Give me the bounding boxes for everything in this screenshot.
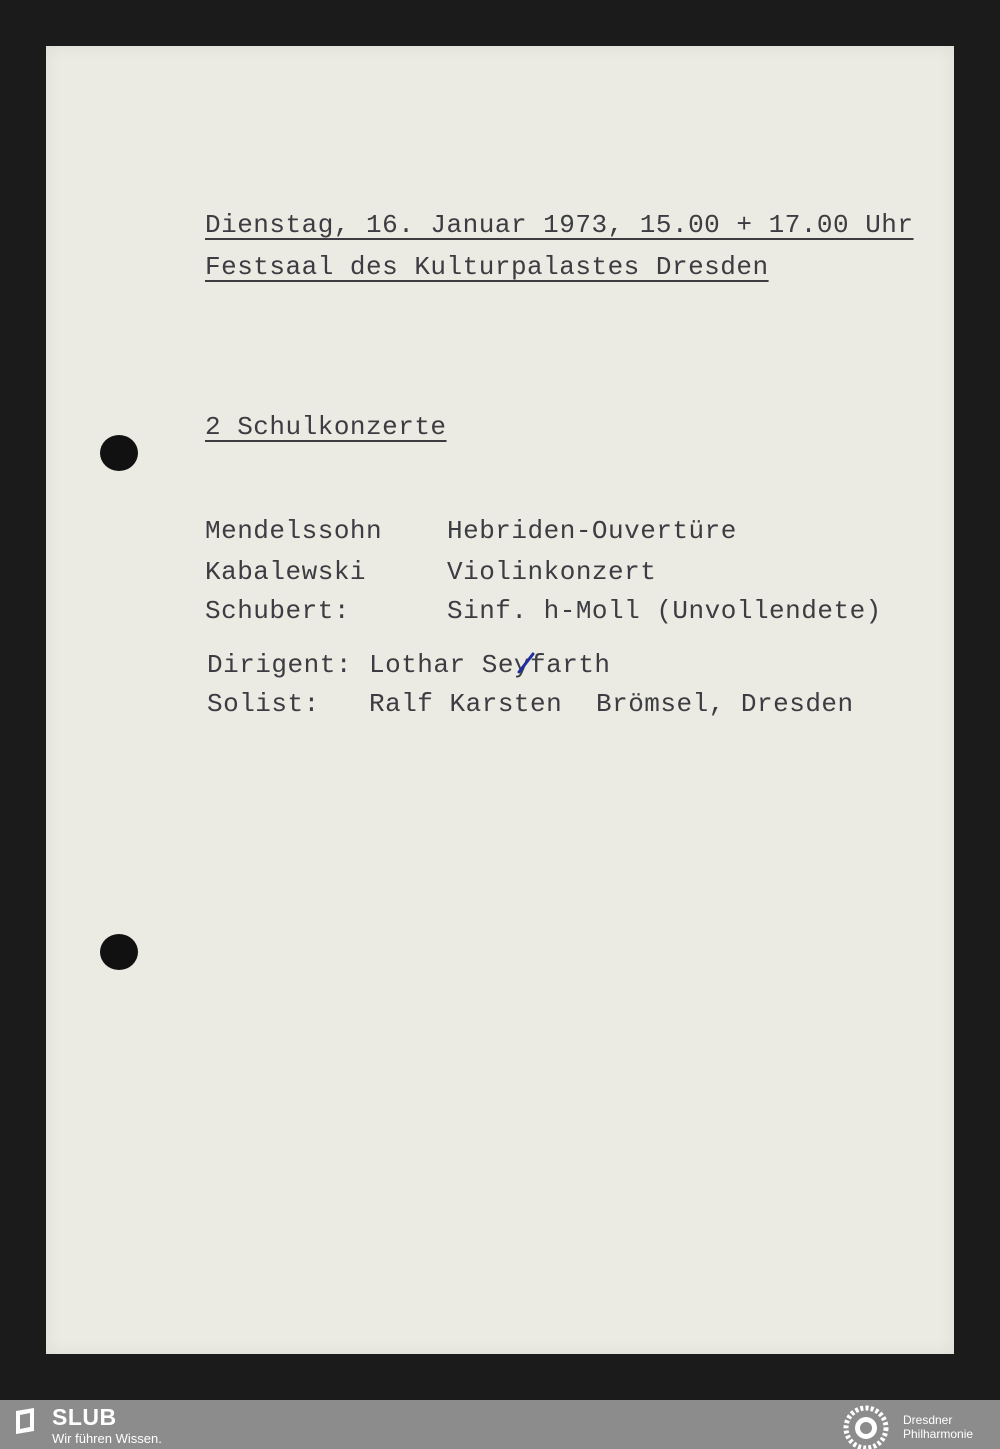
- library-name: SLUB: [52, 1404, 117, 1430]
- soloist-rest: Brömsel, Dresden: [596, 689, 854, 719]
- partner-name-line1: Dresdner: [903, 1413, 953, 1427]
- composer-2: Kabalewski: [205, 557, 367, 587]
- footer-bar: [0, 1400, 1000, 1449]
- venue-line: Festsaal des Kulturpalastes Dresden: [205, 252, 769, 282]
- work-1: Hebriden-Ouvertüre: [447, 516, 737, 546]
- conductor-label: Dirigent:: [207, 650, 352, 680]
- philharmonie-logo-icon: [840, 1403, 892, 1449]
- punch-hole-bottom: [100, 934, 138, 970]
- work-3: Sinf. h-Moll (Unvollendete): [447, 596, 882, 626]
- composer-3: Schubert:: [205, 596, 350, 626]
- soloist-name: Ralf Karsten: [369, 689, 563, 719]
- punch-hole-top: [100, 435, 138, 471]
- pen-check-mark-icon: [513, 646, 543, 678]
- composer-1: Mendelssohn: [205, 516, 383, 546]
- date-time-line: Dienstag, 16. Januar 1973, 15.00 + 17.00 Uhr: [205, 210, 914, 240]
- work-2: Violinkonzert: [447, 557, 657, 587]
- event-title: 2 Schulkonzerte: [205, 412, 447, 442]
- library-tagline: Wir führen Wissen.: [52, 1431, 162, 1446]
- partner-name-line2: Philharmonie: [903, 1427, 974, 1441]
- slub-logo-icon: [14, 1407, 36, 1435]
- conductor-name: Lothar Seyfarth: [369, 650, 611, 680]
- soloist-label: Solist:: [207, 689, 320, 719]
